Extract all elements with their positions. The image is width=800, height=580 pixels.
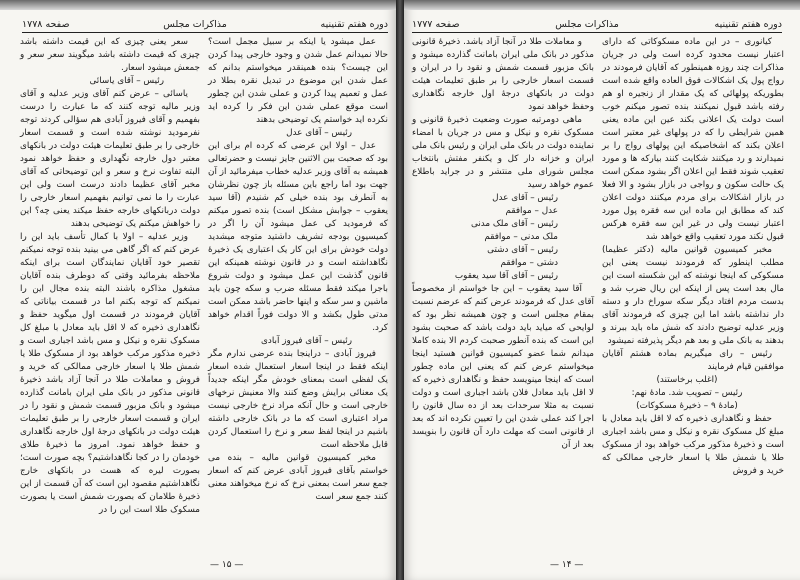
text-columns (412, 36, 784, 478)
speaker-line: رئیس – آقای یاسائی (89, 76, 164, 86)
speaker-line: رئیس – آقای آقا سید یعقوب (454, 271, 558, 281)
centered-line: (اغلب برخاستند) (656, 375, 718, 385)
session-label: دوره هفتم تقنینیه (320, 19, 388, 30)
speaker-line: رئیس – آقای ملک مدنی (471, 219, 558, 229)
paragraph: مخبر کمیسیون قوانین مالیه (دکتر عظیما) مطلب اینطور که فرمودند نیست یعنی این مسکوکی که اینجا نوشته که این شکسته است این مال بعد است پس از اینکه این ریال ضرب شد و بدست مردم افتاد دیگر سکه سوراخ دار و دسته دار نداشته باشد اما این چیزی که فرمودند آقای وزیر عدلیه توضیح دادند که شش ماه باید ببرند و بدهند به بانک ملی و بعد هم دیگر پذیرفته نمیشود (602, 245, 784, 346)
page-number-label: صفحه ۱۷۷۷ (412, 19, 460, 30)
page-footer-number: — ۱۴ — (550, 560, 584, 570)
column-left (20, 36, 200, 517)
column-right (208, 36, 388, 517)
paragraph: عمل میشود یا اینکه بر سبیل مجمل است؟ حالا نمیدانم عمل شدن و وجود خارجی پیدا کردن این چیست؟ بنده همینقدر میخواستم بدانم که عمل شدن این موضوع در تبدیل نقره بطلا در عمل و تعمیم پیدا کردن و عملی شدن این چطور است موقع عملی شدن این فکر را کرده اید نکرده اید خواستم یک توضیحی بدهند (208, 37, 388, 125)
column-left (412, 36, 594, 478)
publication-title: مذاکرات مجلس (555, 19, 619, 30)
speaker-line: رئیس – آقای فیروز آبادی (261, 336, 352, 346)
paragraph: عدل – اولا این عرضی که کرده ام برای این بود که صحبت بین الاثنین جایز نیست و حضرتعالی همیشه به آقای وزیر عدلیه خطاب میفرمائید از آن جهت بود اما راجع باین مسئله باز چون نظرشان به آنطرف بود بنده خیلی کم شنیدم (آقا سید یعقوب – جوابش مشکل است) بنده تصور میکنم که فرمودید کی عمل میشود آن را اگر در کمیسیون بودجه تشریف داشتید متوجه میشدید دولت خودش برای این کار یک اعتباری یک ذخیرهٔ نگاهداشته است و در قانون نوشته همینکه این قانون گذشت این عمل میشود و دولت شروع باجرا میکند فقط مسئله ضرب و سکه چون باید ماشین و سر سکه و اینها حاضر باشد ممکن است مدتی طول بکشد و الا دولت فوراً اقدام خواهد کرد. (208, 141, 388, 333)
paragraph: کیانوری – در این ماده مسکوکاتی که دارای اعتبار نیست محدود کرده است ولی در جریان مذاکرات چند روزه همینطور که آقایان فرمودند در رواج پول یک اشکالات فوق العاده واقع شده است بطوریکه پولهائی که یک مقدار از زنجیره او هم رفته باشد قبول نمیکنند بنده تصور میکنم خوب است دولت یک اعلانی بکند عین این ماده یعنی همین شرایطی را که در پولهای غیر معتبر است اعلان بکند که اشخاصیکه این پولهای رواج را بر نمیدارند و رد میکنند شکایت کنند بیارکه ها و مورد تعقیب شوند فقط این اعلان اگر بشود ممکن است یک حالت سکون و رواجی در بازار بشود و الا فعلا در بازار اشکالات برای مردم میکنند دولت اعلان کند که مطابق این ماده این سه فقره پول مورد اعتبار نیست ولی در غیر این سه فقره هرکس قبول نکند مورد تعقیب واقع خواهد شد (602, 37, 784, 242)
page-number-label: صفحه ۱۷۷۸ (22, 19, 70, 30)
session-label: دوره هفتم تقنینیه (714, 19, 782, 30)
paragraph: سعر یعنی چیزی که این قیمت داشته باشد چیزی که قیمت داشته باشد میگویند سعر سعر و جمعش میشود اسعار. (20, 37, 200, 73)
paragraph: وزیر عدلیه – اولا با کمال تأسف باید این را عرض کنم که اگر گاهی می بینید بنده توجه نمیکنم تقصیر خود آقایان نمایندگان است برای اینکه ملاحظه بفرمائید وقتی که دوطرف بنده آقایان مشغول مذاکره باشند البته بنده مجال این را نمیکنم که توجه بکنم اما در قسمت بیاناتی که آقایان فرمودند در قسمت اول میگوید حفظ و نگاهداری ذخیره که لا اقل باید معادل با مبلغ کل مسکوک نقره و نیکل و مس باشد اجباری است و ذخیره مذکور مرکب خواهد بود از مسکوک طلا یا شمش طلا یا اسعار خارجی ممالکی که خرید و فروش و معاملات طلا در آنجا آزاد باشد ذخیرهٔ قانونی مذکور در بانک ملی ایران بامانت گذارده میشود و بانک مزبور قسمت شمش و نقود را در ایران و قسمت اسعار خارجی را بر طبق تعلیمات هیئت دولت در بانکهای درجهٔ اول خارجه نگاهداری و حفظ خواهد نمود. امروز ما ذخیرهٔ طلای خودمان را در کجا نگاهداشتیم؟ بچه صورت است؛ بصورت لیره که هست در بانکهای خارج نگاهداشتیم مقصود این است که آن قسمت از این ذخیرهٔ طلامان که بصورت شمش است یا بصورت مسکوک طلا است این را در (20, 232, 200, 515)
running-header (412, 15, 782, 33)
paragraph: یاسائی – عرض کنم آقای وزیر عدلیه و آقای وزیر مالیه توجه کنند که ما عبارت را درست بفهمیم و آقای فیروز آبادی هم سؤالی کردند توجه نفرمودید نوشته شده است و قسمت اسعار خارجی را بر طبق تعلیمات هیئت دولت در بانکهای معتبر دول خارجه نگهداری و حفظ خواهد نمود البته تفاوت نرخ و سعر و این توضیحاتی که آقای مخبر آقای عظیما دادند درست است ولی این عبارت را ما نمی توانیم بفهمیم اسعار خارجی را دولت دربانکهای خارجه حفظ میکند یعنی چه؟ این را خواهش میکنم یک توضیحی بدهند (20, 89, 200, 229)
publication-title: مذاکرات مجلس (163, 19, 227, 30)
centered-line: رئیس – تصویب شد. مادهٔ نهم: (631, 388, 743, 398)
centered-line: (مادهٔ ۹ – ذخیرهٔ مسکوکات) (636, 401, 738, 411)
paragraph: مخبر کمیسیون قوانین مالیه – بنده می خواستم بآقای فیروز آبادی عرض کنم که اسعار جمع سعر است بمعنی نرخ که نرخ میخواهند معنی کنند جمع سعر است (207, 453, 388, 502)
speaker-line: رئیس – آقای دشتی (487, 245, 558, 255)
speaker-line: رئیس – آقای عدل (286, 128, 352, 138)
paragraph: آقا سید یعقوب – این جا خواستم از مخصوصاً آقای عدل که فرمودند عرض کنم که عرضم نسبت بمقام مجلس است و چون همیشه نظر بود که لوایحی که میاید باید دولت باشد که صحبت بشود این است که بنده آنطور صحبت کردم الا بنده کاملا میدانم شما عضو کمیسیون قوانین هستید اینجا میخواستم عرض کنم که یعنی این ماده چطور است که اینجا مینویسد حفظ و نگاهداری ذخیره که لا اقل باید معادل فلان باشد اجباری است و دولت نسبت به مثلا سرحدات بعد از ده سال قانون را اجرا کند عملی شدن این را تعیین نکرده اند که بعد از قانونی است که مهلت دارد آن قانون را بنویسد بعد از آن (412, 284, 594, 450)
speaker-line: رئیس – آقای عدل (492, 193, 558, 203)
running-header (22, 15, 388, 33)
paragraph: ماهی دومرتبه صورت وضعیت ذخیرهٔ قانونی و مسکوک نقره و نیکل و مس در جریان با امضاء نماینده دولت در بانک ملی ایران و رئیس بانک ملی ایران و خزانه دار کل و یکنفر مفتش بانتخاب مجلس شورای ملی منتشر و در جراید باطلاع عموم خواهد رسید (412, 115, 594, 190)
paragraph: و معاملات طلا در آنجا آزاد باشد. ذخیرهٔ قانونی مذکور در بانک ملی ایران بامانت گذارده میشود و بانک مزبور قسمت شمش و نقود را در ایران و قسمت اسعار خارجی را بر طبق تعلیمات هیئت دولت در بانکهای درجهٔ اول خارجه نگاهداری وحفظ خواهد نمود (412, 37, 594, 112)
book-gutter (396, 0, 404, 580)
page-footer-number: — ۱۵ — (210, 560, 244, 570)
page-right (400, 0, 800, 580)
speaker-line: عدل – موافقم (505, 206, 558, 216)
speaker-line: ملک مدنی – موافقم (484, 232, 558, 242)
speaker-line: دشتی – موافقم (500, 258, 558, 268)
paragraph: رئیس – رای میگیریم بماده هشتم آقایان موافقین قیام فرمایند (602, 349, 784, 372)
column-right (602, 36, 784, 478)
paragraph: حفظ و نگاهداری ذخیره که لا اقل باید معادل با مبلغ کل مسکوک نقره و نیکل و مس باشد اجباری است و ذخیرهٔ مذکور مرکب خواهد بود از مسکوک طلا یا شمش طلا یا اسعار خارجی ممالکی که خرید و فروش (602, 414, 784, 476)
paragraph: فیروز آبادی – دراینجا بنده عرضی ندارم مگر اینکه فقط در اینجا اسعار استعمال شده اسعار یک لفظی است بمعنای خودش مگر اینکه جدیداً یک معنائی برایش وضع کنند والا معنیش نرخهای خارجی است و حال آنکه مراد نرخ خارجی نیست مراد اعتباری است که ما در بانک خارجی داشته باشیم در اینجا لفظ سعر و نرخ را استعمال کردن قابل ملاحظه است (208, 349, 388, 450)
text-columns (20, 36, 388, 517)
